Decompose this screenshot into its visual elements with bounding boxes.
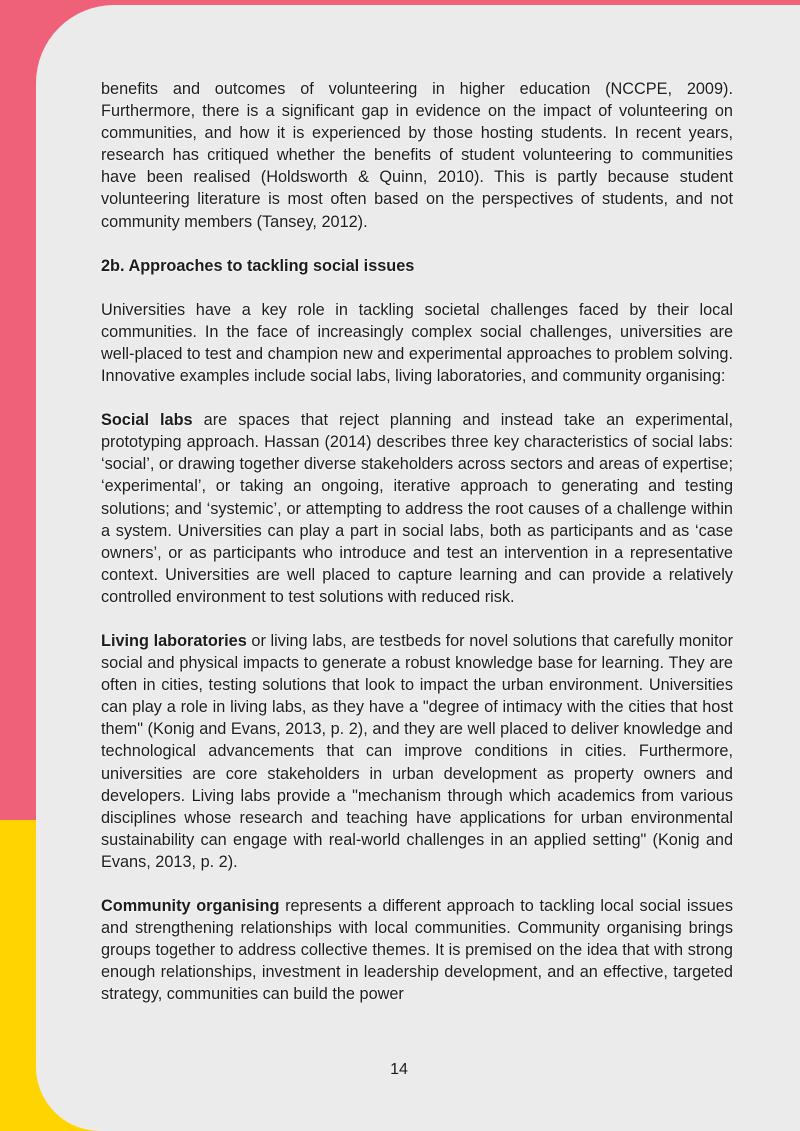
page-number: [0, 1061, 800, 1079]
intro-paragraph: benefits and outcomes of volunteering in higher education (NCCPE, 2009). Furthermore, there is a significant gap in evidence on the impact of volunteering on communities, and how it is experienced by those hosting students. In recent years, research has critiqued whether the benefits of student volunteering to communities have been realised (Holdsworth & Quinn, 2010). This is partly because student volunteering literature is most often based on the perspectives of students, and not community members (Tansey, 2012).: [101, 80, 733, 231]
living-labs-term: Living laboratories: [101, 631, 247, 650]
community-organising-paragraph: [101, 895, 733, 1005]
community-organising-term: Community organising: [101, 897, 280, 915]
social-labs-text: are spaces that reject planning and instead take an experimental, prototyping approach. Hassan (2014) describes three key characteristics of social labs: ‘social’, or drawing together diverse stakeholders across sectors and areas of expertise; ‘experimental’, or taking an ongoing, iterative approach to generating and testing solutions; and ‘systemic’, or attempting to address the root causes of a challenge within a system. Universities can play a part in social labs, both as participants and as ‘case owners’, or as participants who introduce and test an intervention in a representative context. Universities are well placed to capture learning and can provide a relatively controlled environment to test solutions with reduced risk.: [101, 411, 733, 606]
social-labs-term: Social labs: [101, 411, 193, 430]
living-labs-text: or living labs, are testbeds for novel solutions that carefully monitor social and physical impacts to generate a robust knowledge base for learning. They are often in cities, testing solutions that look to impact the urban environment. Universities can play a role in living labs, as they have a "degree of intimacy with the cities that host them" (Konig and Evans, 2013, p. 2), and they are well placed to deliver knowledge and technological advancements that can improve conditions in cities. Furthermore, universities are core stakeholders in urban development as property owners and developers. Living labs provide a "mechanism through which academics from various disciplines whose research and teaching have applications for urban environmental sustainability can engage with real-world challenges in an applied setting" (Konig and Evans, 2013, p. 2).: [101, 631, 733, 871]
living-labs-paragraph: [101, 630, 733, 873]
social-labs-paragraph: [101, 409, 733, 608]
document-body: [101, 78, 733, 1027]
page-number-label: 14: [390, 1061, 408, 1078]
community-organising-text: represents a different approach to tackling local social issues and strengthening relationships with local communities. Community organising brings groups together to address collective themes. It is premised on the idea that with strong enough relationships, investment in leadership development, and an effective, targeted strategy, communities can build the power: [101, 897, 734, 1004]
overview-paragraph: Universities have a key role in tackling societal challenges faced by their local communities. In the face of increasingly complex social challenges, universities are well-placed to test and champion new and experimental approaches to problem solving. Innovative examples include social labs, living laboratories, and community organising:: [101, 300, 733, 386]
section-heading: 2b. Approaches to tackling social issues: [101, 256, 415, 275]
